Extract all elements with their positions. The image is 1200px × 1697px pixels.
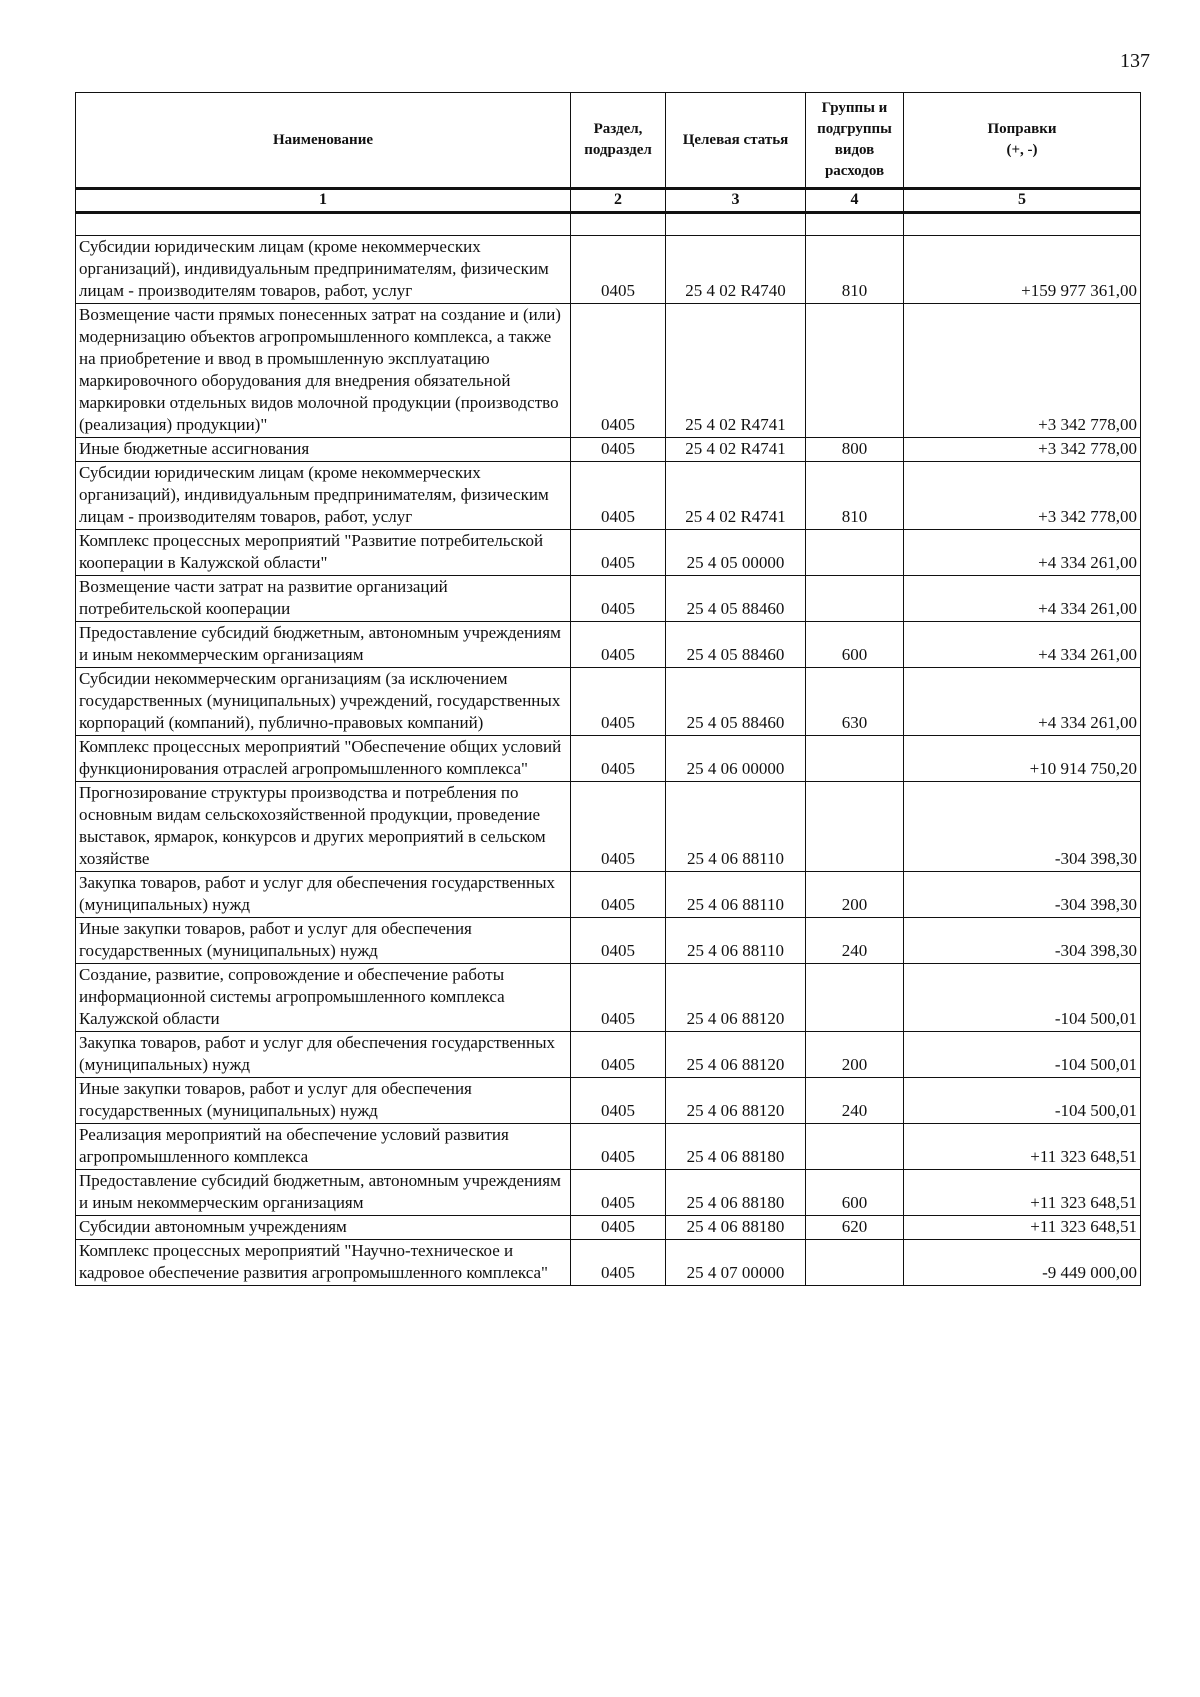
table-row: [76, 304, 1141, 438]
table-row: [76, 736, 1141, 782]
row-group: [806, 304, 904, 438]
row-article: 25 4 02 R4741: [666, 438, 806, 462]
row-amount: -9 449 000,00: [904, 1240, 1141, 1286]
row-group: 810: [806, 462, 904, 530]
table-row: [76, 964, 1141, 1032]
row-name: Субсидии автономным учреждениям: [76, 1216, 571, 1240]
table-row: [76, 462, 1141, 530]
table-row: [76, 438, 1141, 462]
row-name: Реализация мероприятий на обеспечение условий развития агропромышленного комплекса: [76, 1124, 571, 1170]
row-name: Иные закупки товаров, работ и услуг для обеспечения государственных (муниципальных) нужд: [76, 918, 571, 964]
row-group: 200: [806, 872, 904, 918]
row-amount: +3 342 778,00: [904, 304, 1141, 438]
row-section: 0405: [571, 1170, 666, 1216]
row-section: 0405: [571, 782, 666, 872]
header-amendments-sign: (+, -): [1006, 142, 1038, 158]
row-section: 0405: [571, 736, 666, 782]
row-amount: +11 323 648,51: [904, 1124, 1141, 1170]
column-numbers-row: [76, 189, 1141, 213]
row-name: Иные закупки товаров, работ и услуг для обеспечения государственных (муниципальных) нужд: [76, 1078, 571, 1124]
row-amount: +4 334 261,00: [904, 668, 1141, 736]
row-article: 25 4 02 R4740: [666, 236, 806, 304]
row-section: 0405: [571, 964, 666, 1032]
table-row: [76, 1170, 1141, 1216]
row-group: 630: [806, 668, 904, 736]
row-section: 0405: [571, 236, 666, 304]
row-article: 25 4 05 88460: [666, 622, 806, 668]
row-article: 25 4 02 R4741: [666, 462, 806, 530]
table-row: [76, 236, 1141, 304]
row-group: [806, 782, 904, 872]
table-row: [76, 1216, 1141, 1240]
row-section: 0405: [571, 1032, 666, 1078]
row-group: [806, 964, 904, 1032]
row-name: Возмещение части прямых понесенных затрат на создание и (или) модернизацию объектов агропромышленного комплекса, а также на приобретение и ввод в промышленную эксплуатацию маркировочного оборудования для внедрения обязательной маркировки отдельных видов молочной продукции (производство (реализация) продукции)": [76, 304, 571, 438]
row-amount: +4 334 261,00: [904, 622, 1141, 668]
row-section: 0405: [571, 1078, 666, 1124]
row-amount: -304 398,30: [904, 872, 1141, 918]
spacer-cell: [904, 213, 1141, 236]
row-name: Комплекс процессных мероприятий "Развитие потребительской кооперации в Калужской области": [76, 530, 571, 576]
spacer-cell: [806, 213, 904, 236]
table-body: [76, 189, 1141, 1286]
row-group: [806, 736, 904, 782]
spacer-row: [76, 213, 1141, 236]
row-article: 25 4 06 88110: [666, 918, 806, 964]
row-amount: -104 500,01: [904, 1032, 1141, 1078]
row-amount: +11 323 648,51: [904, 1170, 1141, 1216]
table-row: [76, 1240, 1141, 1286]
row-amount: -304 398,30: [904, 918, 1141, 964]
row-group: 620: [806, 1216, 904, 1240]
spacer-cell: [571, 213, 666, 236]
row-amount: +3 342 778,00: [904, 462, 1141, 530]
row-article: 25 4 06 88120: [666, 1032, 806, 1078]
row-name: Предоставление субсидий бюджетным, автономным учреждениям и иным некоммерческим организациям: [76, 1170, 571, 1216]
row-group: 200: [806, 1032, 904, 1078]
row-group: 810: [806, 236, 904, 304]
row-article: 25 4 02 R4741: [666, 304, 806, 438]
table-row: [76, 918, 1141, 964]
row-group: [806, 1240, 904, 1286]
row-group: [806, 530, 904, 576]
row-section: 0405: [571, 1240, 666, 1286]
table-row: [76, 1032, 1141, 1078]
row-section: 0405: [571, 576, 666, 622]
table-row: [76, 872, 1141, 918]
row-article: 25 4 06 88110: [666, 872, 806, 918]
row-section: 0405: [571, 530, 666, 576]
row-name: Субсидии юридическим лицам (кроме некоммерческих организаций), индивидуальным предпринимателям, физическим лицам - производителям товаров, работ, услуг: [76, 236, 571, 304]
row-article: 25 4 05 88460: [666, 576, 806, 622]
row-group: 240: [806, 1078, 904, 1124]
row-amount: +10 914 750,20: [904, 736, 1141, 782]
table-row: [76, 530, 1141, 576]
row-name: Закупка товаров, работ и услуг для обеспечения государственных (муниципальных) нужд: [76, 872, 571, 918]
row-group: 800: [806, 438, 904, 462]
column-number: 3: [666, 189, 806, 213]
row-section: 0405: [571, 622, 666, 668]
page-number: 137: [1120, 50, 1150, 72]
row-article: 25 4 07 00000: [666, 1240, 806, 1286]
table-row: [76, 622, 1141, 668]
row-group: [806, 1124, 904, 1170]
row-section: 0405: [571, 438, 666, 462]
header-name: Наименование: [76, 93, 571, 189]
header-section: Раздел, подраздел: [571, 93, 666, 189]
table-header-row: [76, 93, 1141, 189]
row-amount: +4 334 261,00: [904, 530, 1141, 576]
row-article: 25 4 06 88110: [666, 782, 806, 872]
row-group: 240: [806, 918, 904, 964]
row-article: 25 4 06 88180: [666, 1170, 806, 1216]
row-group: [806, 576, 904, 622]
row-section: 0405: [571, 304, 666, 438]
header-amendments: [904, 93, 1141, 189]
row-name: Субсидии некоммерческим организациям (за исключением государственных (муниципальных) учреждений, государственных корпораций (компаний), публично-правовых компаний): [76, 668, 571, 736]
table-row: [76, 576, 1141, 622]
row-amount: -304 398,30: [904, 782, 1141, 872]
column-number: 4: [806, 189, 904, 213]
row-article: 25 4 05 00000: [666, 530, 806, 576]
row-name: Возмещение части затрат на развитие организаций потребительской кооперации: [76, 576, 571, 622]
row-article: 25 4 05 88460: [666, 668, 806, 736]
row-group: 600: [806, 622, 904, 668]
row-name: Закупка товаров, работ и услуг для обеспечения государственных (муниципальных) нужд: [76, 1032, 571, 1078]
row-name: Иные бюджетные ассигнования: [76, 438, 571, 462]
spacer-cell: [76, 213, 571, 236]
row-amount: -104 500,01: [904, 1078, 1141, 1124]
table-row: [76, 1124, 1141, 1170]
row-group: 600: [806, 1170, 904, 1216]
column-number: 2: [571, 189, 666, 213]
row-article: 25 4 06 00000: [666, 736, 806, 782]
row-amount: +4 334 261,00: [904, 576, 1141, 622]
header-amendments-title: Поправки: [987, 121, 1057, 137]
row-section: 0405: [571, 872, 666, 918]
row-amount: +11 323 648,51: [904, 1216, 1141, 1240]
row-amount: +3 342 778,00: [904, 438, 1141, 462]
row-name: Комплекс процессных мероприятий "Обеспечение общих условий функционирования отраслей агропромышленного комплекса": [76, 736, 571, 782]
row-section: 0405: [571, 1124, 666, 1170]
header-groups: Группы и подгруппы видов расходов: [806, 93, 904, 189]
row-name: Создание, развитие, сопровождение и обеспечение работы информационной системы агропромышленного комплекса Калужской области: [76, 964, 571, 1032]
column-number: 1: [76, 189, 571, 213]
row-name: Предоставление субсидий бюджетным, автономным учреждениям и иным некоммерческим организациям: [76, 622, 571, 668]
budget-amendments-table: [75, 92, 1141, 1286]
row-article: 25 4 06 88180: [666, 1124, 806, 1170]
row-section: 0405: [571, 668, 666, 736]
row-name: Прогнозирование структуры производства и потребления по основным видам сельскохозяйственной продукции, проведение выставок, ярмарок, конкурсов и других мероприятий в сельском хозяйстве: [76, 782, 571, 872]
row-name: Комплекс процессных мероприятий "Научно-техническое и кадровое обеспечение развития агропромышленного комплекса": [76, 1240, 571, 1286]
row-section: 0405: [571, 918, 666, 964]
row-name: Субсидии юридическим лицам (кроме некоммерческих организаций), индивидуальным предпринимателям, физическим лицам - производителям товаров, работ, услуг: [76, 462, 571, 530]
table-row: [76, 1078, 1141, 1124]
table-row: [76, 782, 1141, 872]
row-amount: +159 977 361,00: [904, 236, 1141, 304]
row-article: 25 4 06 88120: [666, 1078, 806, 1124]
spacer-cell: [666, 213, 806, 236]
row-article: 25 4 06 88120: [666, 964, 806, 1032]
column-number: 5: [904, 189, 1141, 213]
row-amount: -104 500,01: [904, 964, 1141, 1032]
row-article: 25 4 06 88180: [666, 1216, 806, 1240]
row-section: 0405: [571, 1216, 666, 1240]
header-article: Целевая статья: [666, 93, 806, 189]
row-section: 0405: [571, 462, 666, 530]
table-row: [76, 668, 1141, 736]
